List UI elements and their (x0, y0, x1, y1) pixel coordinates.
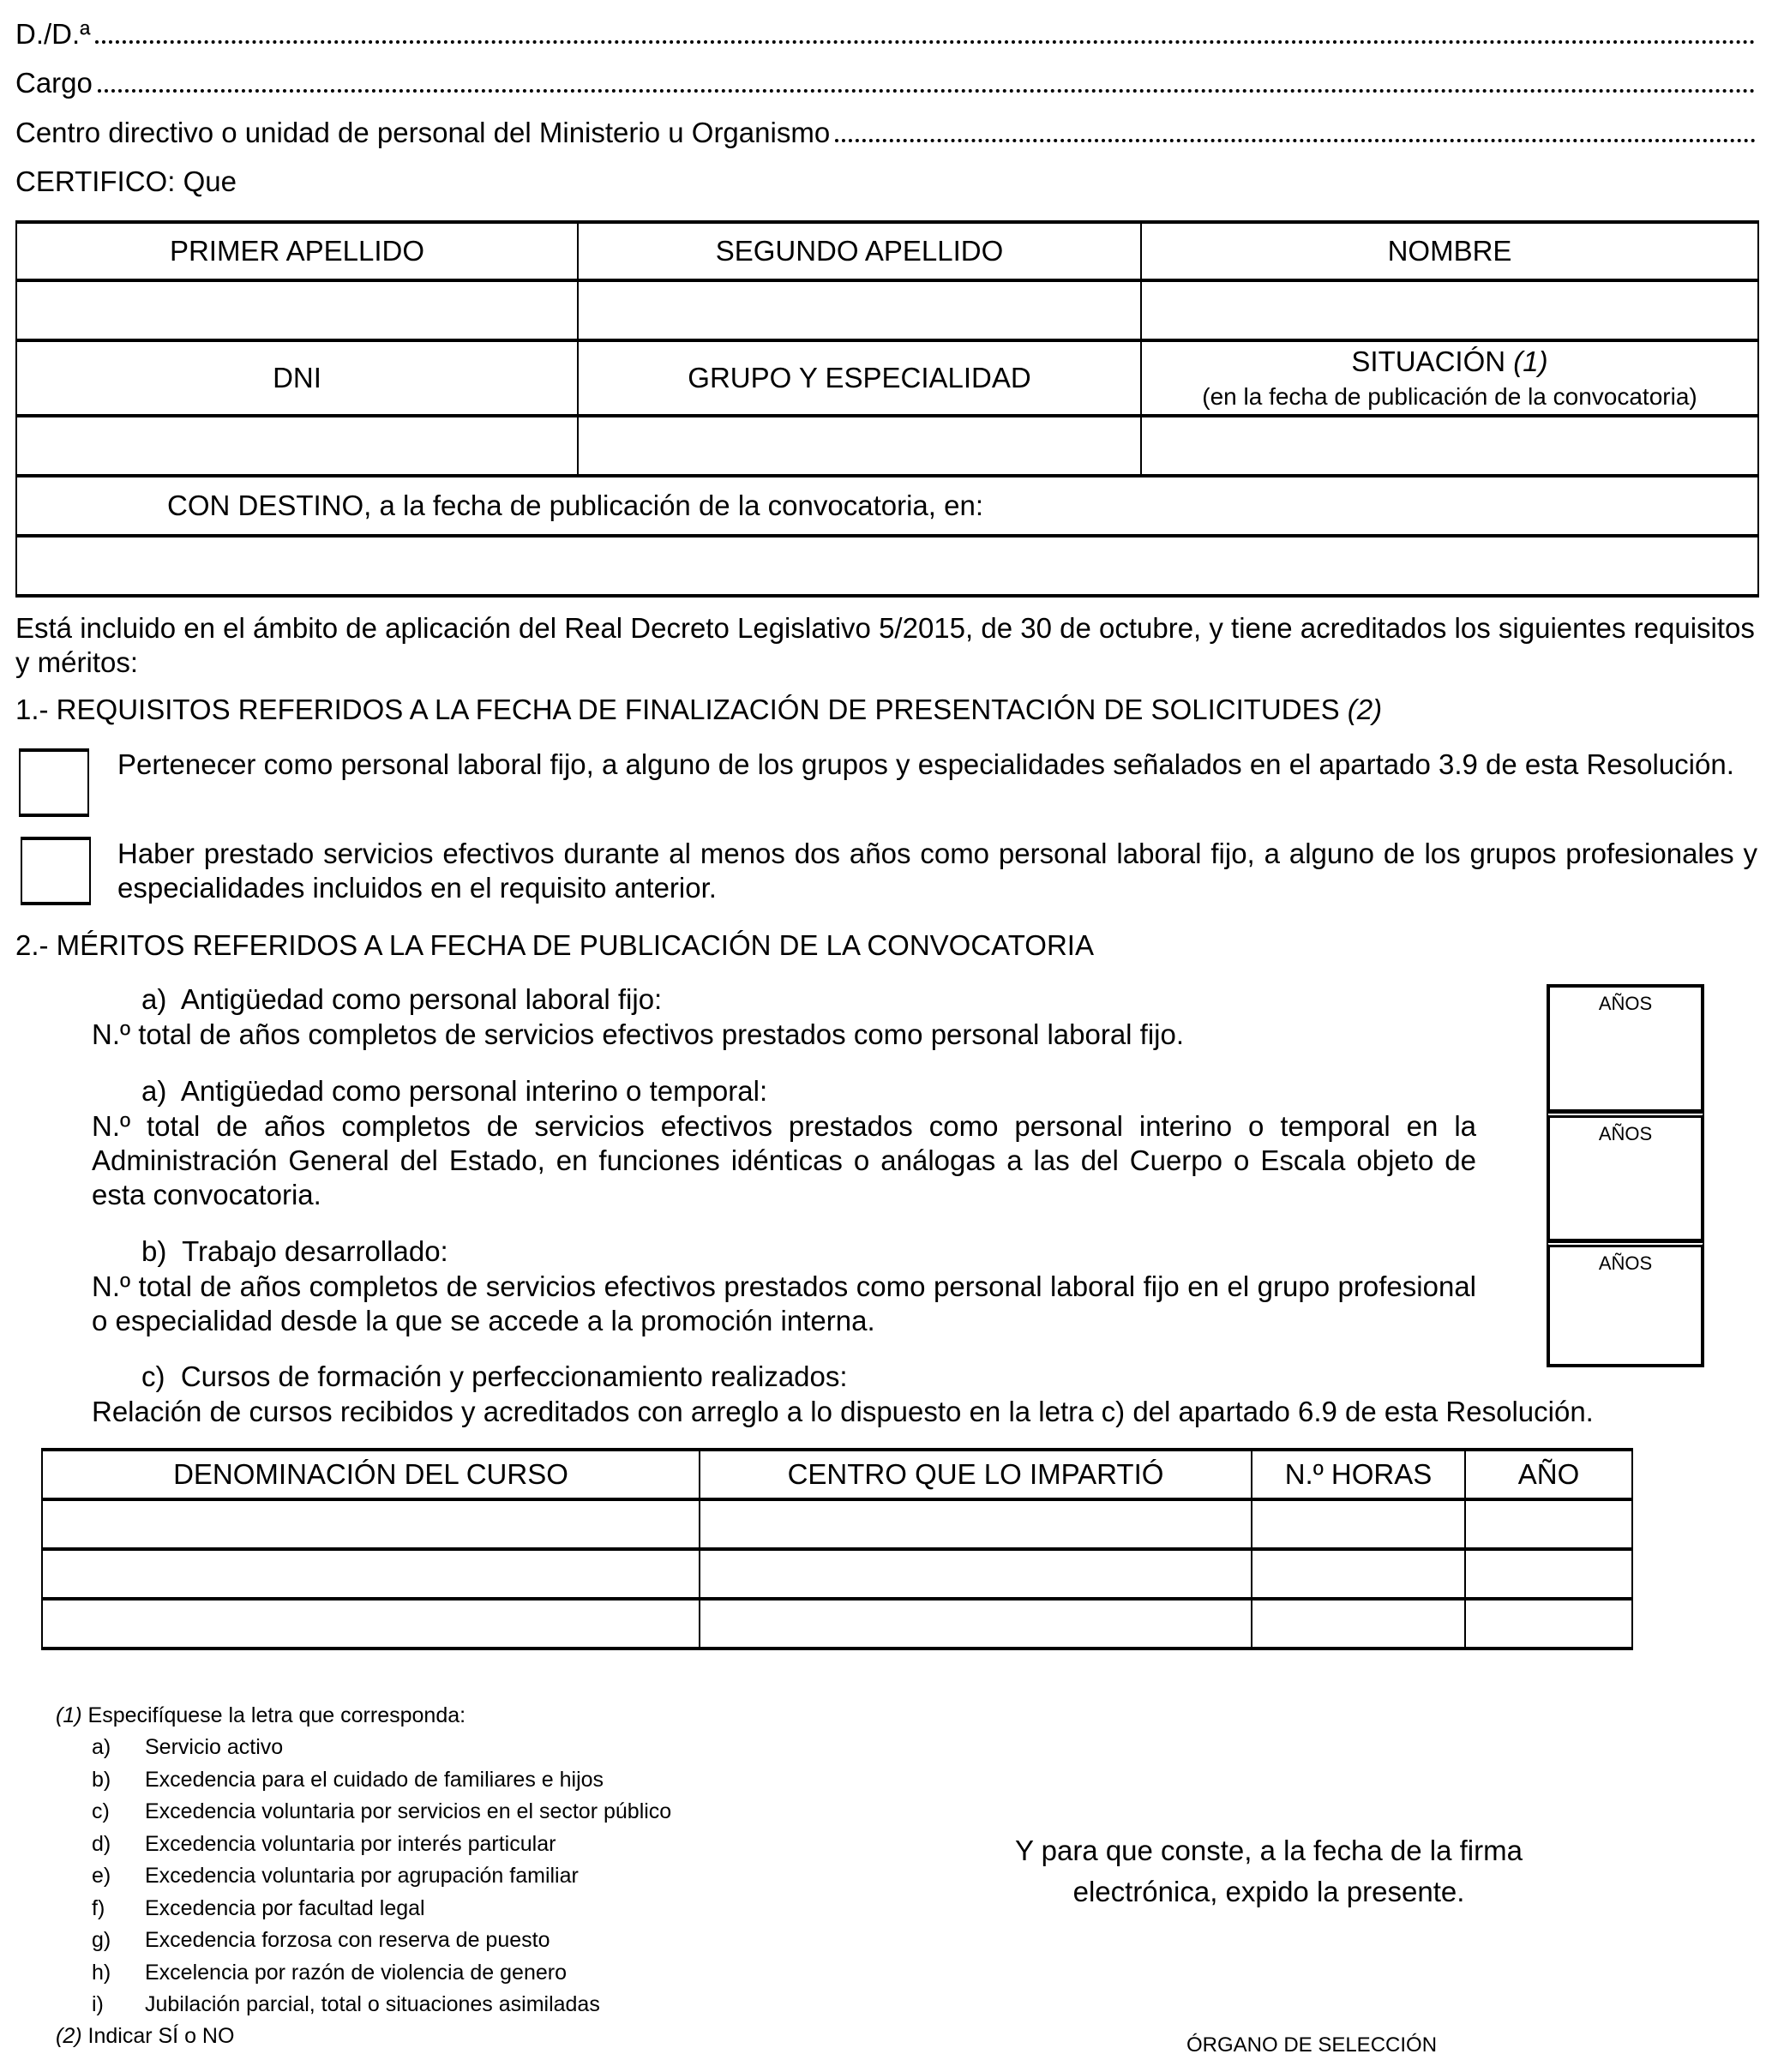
cargo-field[interactable] (15, 66, 1756, 100)
anos-box-3[interactable] (1547, 1240, 1704, 1367)
cargo-label: Cargo (15, 67, 93, 99)
situacion-subtitle: (en la fecha de publicación de la convocatoria) (1202, 383, 1697, 410)
requirement-1-checkbox[interactable] (19, 748, 89, 817)
footnote-1-ref: (1) (56, 1703, 82, 1727)
header-situacion (1141, 340, 1758, 416)
table-row (42, 1599, 1632, 1649)
header-primer-apellido: PRIMER APELLIDO (16, 222, 578, 280)
courses-table (41, 1448, 1633, 1650)
option-letter: f) (92, 1895, 105, 1920)
course-3-centro[interactable] (700, 1599, 1252, 1649)
closing-line-1: Y para que conste, a la fecha de la firma (1015, 1835, 1523, 1866)
closing-line-2: electrónica, expido la presente. (1072, 1876, 1465, 1907)
list-item (92, 1957, 671, 1990)
dni-cell[interactable] (16, 416, 578, 476)
situacion-cell[interactable] (1141, 416, 1758, 476)
requirement-2-checkbox[interactable] (21, 837, 91, 905)
nombre-cell[interactable] (1141, 280, 1758, 340)
header-denominacion: DENOMINACIÓN DEL CURSO (42, 1450, 700, 1499)
merit-2-description: N.º total de años completos de servicios efectivos prestados como personal interino o temporal en la Administración General del Estado, en funciones idénticas o análogas a las del Cuerpo o Escala objeto de esta convocatoria. (92, 1110, 1476, 1210)
situacion-footnote-ref: (1) (1513, 345, 1548, 377)
merit-1-description: N.º total de años completos de servicios efectivos prestados como personal laboral fijo. (92, 1018, 1185, 1050)
option-text: Excedencia por facultad legal (145, 1895, 425, 1920)
merit-4-description: Relación de cursos recibidos y acreditados con arreglo a lo dispuesto en la letra c) del apartado 6.9 de esta Resolución. (92, 1396, 1594, 1427)
option-text: Excedencia forzosa con reserva de puesto (145, 1928, 550, 1952)
list-item (92, 1989, 671, 2021)
option-text: Excelencia por razón de violencia de genero (145, 1960, 567, 1985)
header-centro: CENTRO QUE LO IMPARTIÓ (700, 1450, 1252, 1499)
option-text: Excedencia voluntaria por servicios en el sector público (145, 1799, 672, 1823)
list-item (92, 1732, 671, 1764)
merit-1-heading-text: Antigüedad como personal laboral fijo: (180, 983, 663, 1015)
section1-footnote-ref: (2) (1347, 694, 1383, 725)
anos-box-3-label: AÑOS (1598, 1252, 1653, 1274)
header-horas: N.º HORAS (1252, 1450, 1465, 1499)
footnote-2-ref: (2) (56, 2024, 82, 2048)
option-text: Excedencia para el cuidado de familiares e hijos (145, 1767, 604, 1792)
anos-box-2-label: AÑOS (1598, 1123, 1653, 1144)
course-1-denominacion[interactable] (42, 1499, 700, 1549)
table-row (42, 1549, 1632, 1599)
centro-field[interactable] (15, 116, 1756, 150)
destino-cell[interactable] (16, 536, 1758, 596)
option-letter: i) (92, 1992, 104, 2016)
list-item (92, 1829, 671, 1861)
header-segundo-apellido: SEGUNDO APELLIDO (578, 222, 1141, 280)
header-ano: AÑO (1465, 1450, 1632, 1499)
list-item (92, 1893, 671, 1925)
merit-3-letter: b) (141, 1235, 167, 1267)
footnote-1-text: Especifíquese la letra que corresponda: (87, 1703, 466, 1727)
merit-2-heading-text: Antigüedad como personal interino o temporal: (180, 1075, 768, 1107)
closing-statement (977, 1830, 1560, 1913)
merit-3-heading (141, 1234, 448, 1269)
destino-value-row (16, 536, 1758, 596)
course-1-centro[interactable] (700, 1499, 1252, 1549)
option-letter: g) (92, 1928, 111, 1952)
merit-4-heading (141, 1360, 848, 1394)
table-row (16, 416, 1758, 476)
course-1-ano[interactable] (1465, 1499, 1632, 1549)
merit-4-letter: c) (141, 1360, 165, 1392)
destino-label: CON DESTINO, a la fecha de publicación de la convocatoria, en: (16, 476, 1758, 536)
intro-paragraph: Está incluido en el ámbito de aplicación del Real Decreto Legislativo 5/2015, de 30 de octubre, y tiene acreditados los siguientes requisitos y méritos: (15, 612, 1755, 678)
footnote-2 (56, 2021, 234, 2053)
table-header-row (16, 340, 1758, 416)
section1-title-text: 1.- REQUISITOS REFERIDOS A LA FECHA DE FINALIZACIÓN DE PRESENTACIÓN DE SOLICITUDES (15, 694, 1340, 725)
option-letter: d) (92, 1831, 111, 1856)
option-text: Excedencia voluntaria por interés particular (145, 1831, 556, 1856)
header-nombre: NOMBRE (1141, 222, 1758, 280)
option-letter: b) (92, 1767, 111, 1792)
merit-2-letter: a) (141, 1075, 167, 1107)
merit-3-description: N.º total de años completos de servicios efectivos prestados como personal laboral fijo en el grupo profesional o especialidad desde la que se accede a la promoción interna. (92, 1270, 1476, 1336)
destino-label-row (16, 476, 1758, 536)
anos-box-2[interactable] (1547, 1111, 1704, 1242)
footnote-1 (56, 1700, 466, 1733)
course-1-horas[interactable] (1252, 1499, 1465, 1549)
footnote-2-text: Indicar SÍ o NO (87, 2024, 235, 2048)
list-item (92, 1764, 671, 1797)
course-2-centro[interactable] (700, 1549, 1252, 1599)
merit-1-heading (141, 982, 662, 1017)
anos-box-1-label: AÑOS (1598, 993, 1653, 1014)
personal-data-table (15, 220, 1759, 598)
table-row (16, 280, 1758, 340)
signature-label: ÓRGANO DE SELECCIÓN (1186, 2033, 1438, 2057)
course-3-ano[interactable] (1465, 1599, 1632, 1649)
courses-header-row (42, 1450, 1632, 1499)
centro-label: Centro directivo o unidad de personal del Ministerio u Organismo (15, 117, 831, 148)
certifico-text: CERTIFICO: Que (15, 165, 237, 197)
situacion-label: SITUACIÓN (1351, 345, 1506, 377)
table-header-row (16, 222, 1758, 280)
requirement-1-text: Pertenecer como personal laboral fijo, a alguno de los grupos y especialidades señalados en el apartado 3.9 de esta Resolución. (117, 748, 1734, 780)
situation-options-list (92, 1732, 671, 2021)
option-letter: c) (92, 1799, 110, 1823)
dd-dotted-line[interactable] (95, 40, 1756, 44)
header-grupo-especialidad: GRUPO Y ESPECIALIDAD (578, 340, 1141, 416)
option-text: Excedencia voluntaria por agrupación familiar (145, 1864, 579, 1888)
table-row (42, 1499, 1632, 1549)
merit-2-heading (141, 1074, 767, 1108)
list-item (92, 1925, 671, 1957)
merit-1-letter: a) (141, 983, 167, 1015)
dd-label: D./D.ª (15, 18, 91, 50)
requirement-2-text: Haber prestado servicios efectivos durante al menos dos años como personal laboral fijo, a alguno de los grupos profesionales y especialidades incluidos en el requisito anterior. (117, 838, 1757, 904)
list-item (92, 1860, 671, 1893)
course-2-denominacion[interactable] (42, 1549, 700, 1599)
option-letter: e) (92, 1864, 111, 1888)
grupo-especialidad-cell[interactable] (578, 416, 1141, 476)
course-3-denominacion[interactable] (42, 1599, 700, 1649)
merit-4-heading-text: Cursos de formación y perfeccionamiento realizados: (180, 1360, 848, 1392)
course-2-ano[interactable] (1465, 1549, 1632, 1599)
segundo-apellido-cell[interactable] (578, 280, 1141, 340)
option-text: Servicio activo (145, 1735, 284, 1759)
section1-title (15, 693, 1382, 727)
primer-apellido-cell[interactable] (16, 280, 578, 340)
anos-box-1[interactable] (1547, 984, 1704, 1113)
option-letter: a) (92, 1735, 111, 1759)
merit-3-heading-text: Trabajo desarrollado: (182, 1235, 448, 1267)
centro-dotted-line[interactable] (835, 139, 1756, 142)
dd-field[interactable] (15, 17, 1756, 51)
cargo-dotted-line[interactable] (98, 89, 1756, 93)
option-text: Jubilación parcial, total o situaciones asimiladas (145, 1992, 600, 2016)
course-2-horas[interactable] (1252, 1549, 1465, 1599)
option-letter: h) (92, 1960, 111, 1985)
list-item (92, 1796, 671, 1829)
course-3-horas[interactable] (1252, 1599, 1465, 1649)
section2-title: 2.- MÉRITOS REFERIDOS A LA FECHA DE PUBLICACIÓN DE LA CONVOCATORIA (15, 929, 1094, 961)
header-dni: DNI (16, 340, 578, 416)
